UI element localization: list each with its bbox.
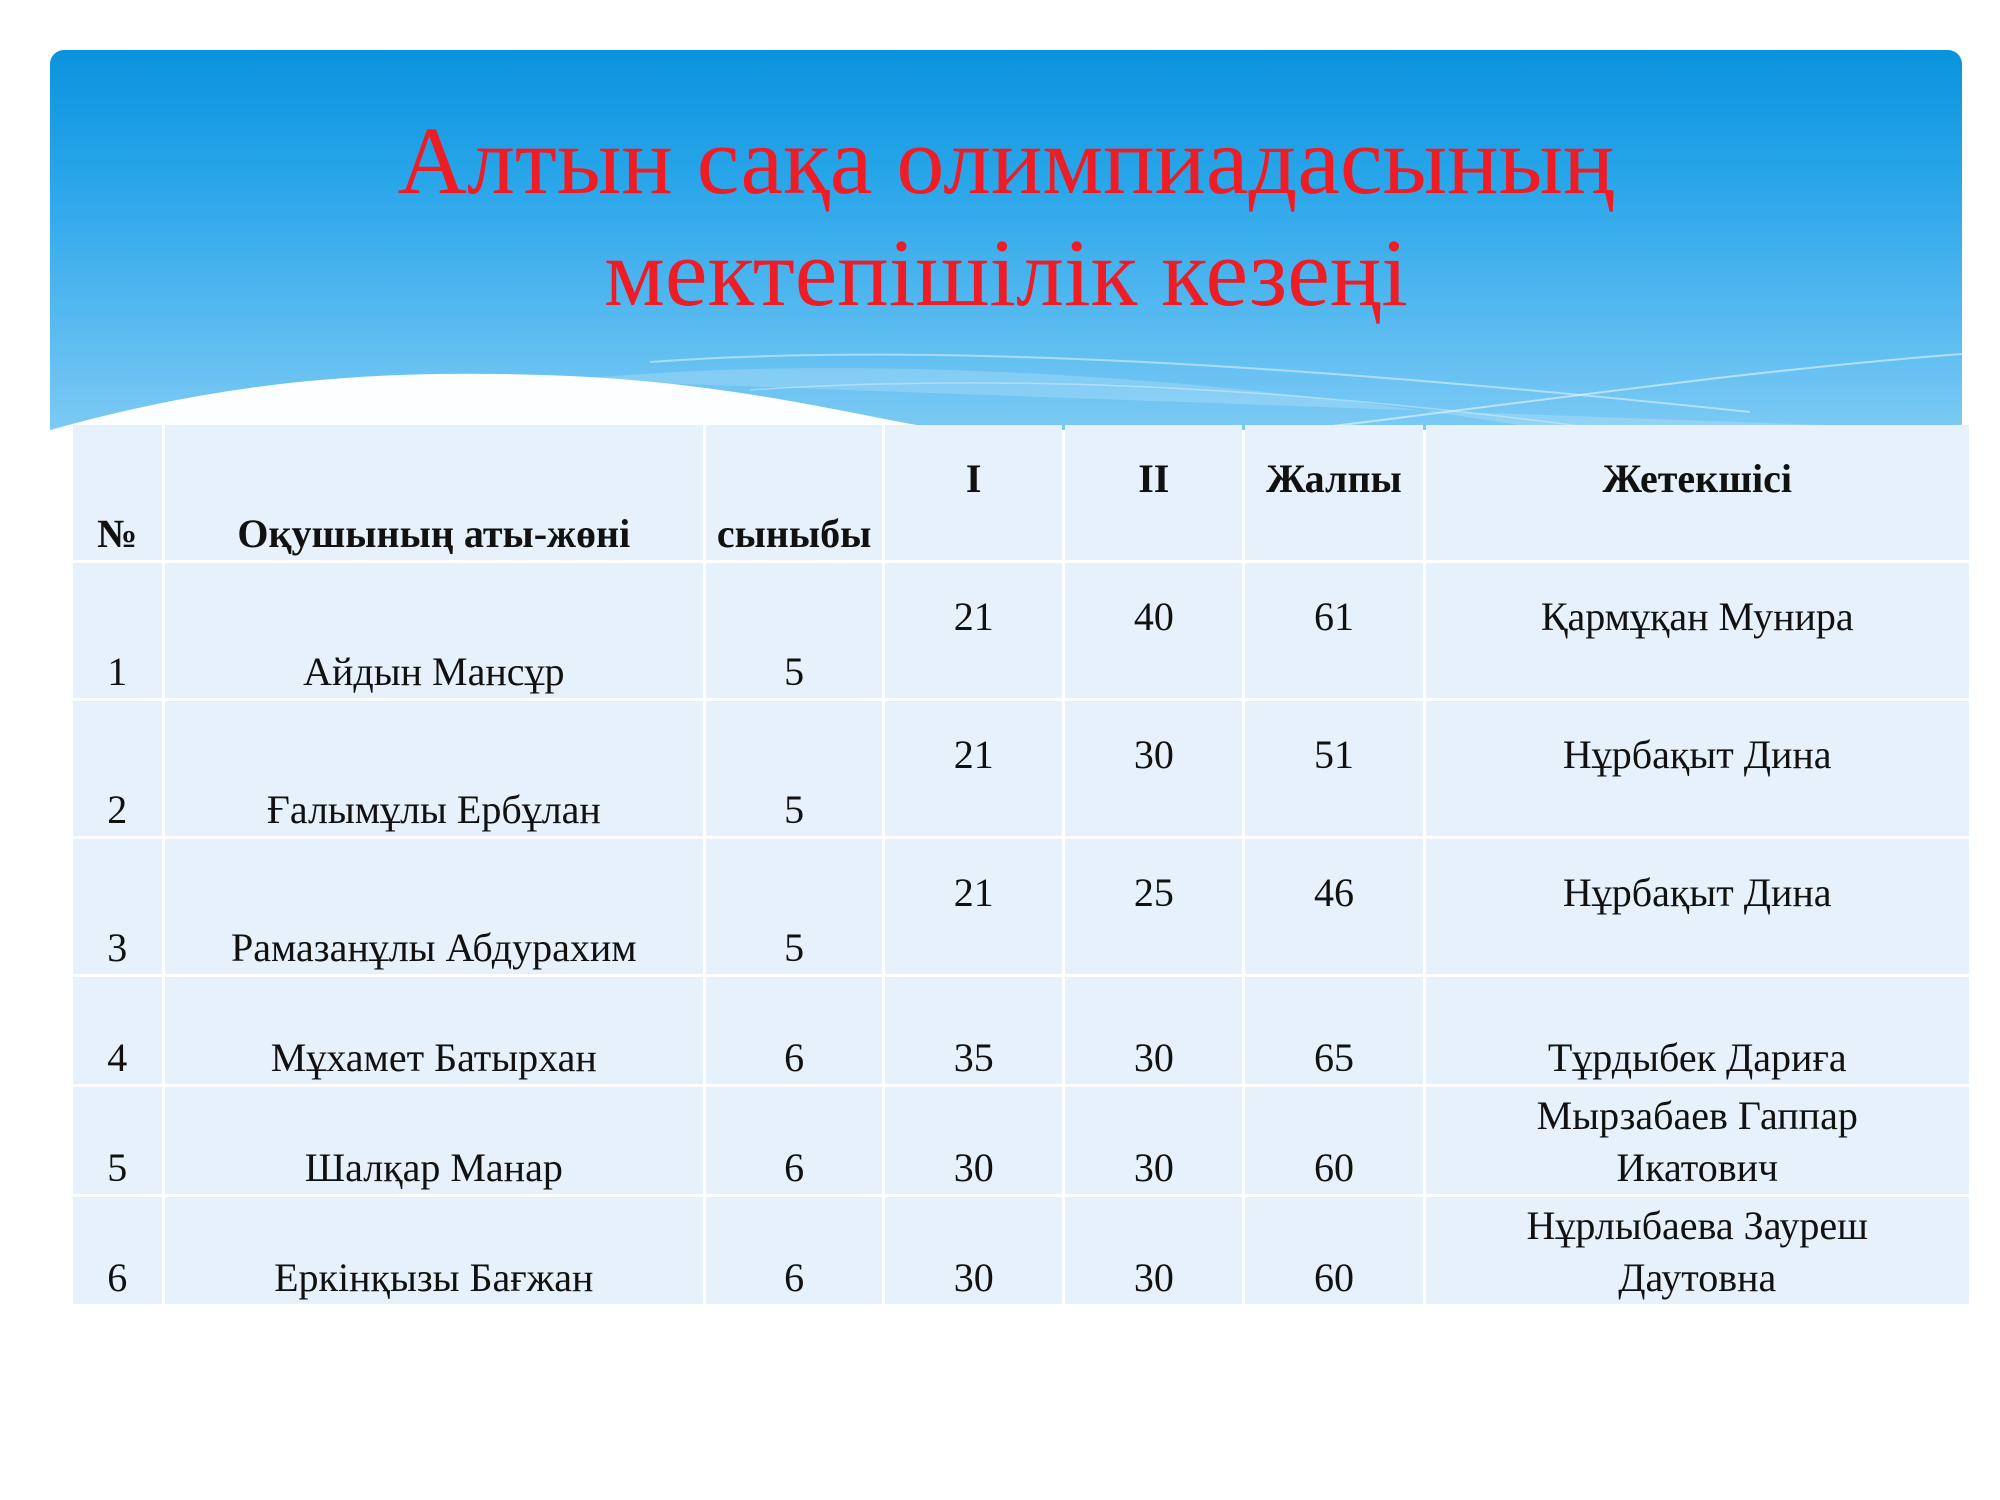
- cell-student-name: Ғалымұлы Ербұлан: [165, 701, 703, 836]
- cell-number: 5: [73, 1087, 162, 1194]
- table-row: [73, 701, 1969, 836]
- table-row: [73, 839, 1969, 974]
- header-leader: Жетекшісі: [1426, 425, 1970, 560]
- cell-leader: [1426, 1197, 1970, 1304]
- table-header-row: [73, 425, 1969, 560]
- cell-total: 46: [1245, 839, 1422, 974]
- cell-number: 1: [73, 563, 162, 698]
- cell-number: 4: [73, 977, 162, 1084]
- table-row: [73, 1087, 1969, 1194]
- title-line-1: Алтын сақа олимпиадасының: [397, 107, 1615, 214]
- leader-line-1: Нұрбақыт Дина: [1562, 870, 1832, 915]
- header-number: №: [73, 425, 162, 560]
- cell-round-1: 21: [885, 563, 1062, 698]
- cell-number: 2: [73, 701, 162, 836]
- header-total: Жалпы: [1245, 425, 1422, 560]
- leader-line-2: Икатович: [1616, 1145, 1779, 1190]
- leader-line-2: Даутовна: [1618, 1255, 1777, 1300]
- cell-total: 60: [1245, 1087, 1422, 1194]
- cell-class: 6: [706, 1087, 882, 1194]
- header-round-2: II: [1065, 425, 1242, 560]
- leader-line-1: Нұрлыбаева Зауреш: [1526, 1203, 1868, 1248]
- cell-round-2: 30: [1065, 1197, 1242, 1304]
- cell-class: 5: [706, 839, 882, 974]
- leader-line-1: Нұрбақыт Дина: [1562, 732, 1832, 777]
- header-round-1: I: [885, 425, 1062, 560]
- cell-leader: [1426, 839, 1970, 974]
- table-row: [73, 977, 1969, 1084]
- cell-round-2: 30: [1065, 977, 1242, 1084]
- cell-student-name: Айдын Мансұр: [165, 563, 703, 698]
- cell-total: 60: [1245, 1197, 1422, 1304]
- title-line-2: мектепішілік кезеңі: [604, 219, 1408, 326]
- cell-leader: [1426, 563, 1970, 698]
- results-table-container: [70, 422, 1972, 1307]
- cell-class: 5: [706, 563, 882, 698]
- cell-leader: [1426, 977, 1970, 1084]
- cell-student-name: Шалқар Манар: [165, 1087, 703, 1194]
- cell-number: 3: [73, 839, 162, 974]
- cell-class: 6: [706, 1197, 882, 1304]
- cell-number: 6: [73, 1197, 162, 1304]
- table-row: [73, 563, 1969, 698]
- cell-student-name: Рамазанұлы Абдурахим: [165, 839, 703, 974]
- cell-leader: [1426, 701, 1970, 836]
- leader-line-1: Қармұқан Мунира: [1540, 594, 1854, 639]
- cell-class: 6: [706, 977, 882, 1084]
- cell-round-1: 30: [885, 1087, 1062, 1194]
- header-student-name: Оқушының аты-жөні: [165, 425, 703, 560]
- header-class: сыныбы: [706, 425, 882, 560]
- cell-total: 51: [1245, 701, 1422, 836]
- cell-round-1: 35: [885, 977, 1062, 1084]
- cell-round-2: 25: [1065, 839, 1242, 974]
- cell-student-name: Мұхамет Батырхан: [165, 977, 703, 1084]
- cell-round-1: 21: [885, 701, 1062, 836]
- cell-leader: [1426, 1087, 1970, 1194]
- cell-round-2: 30: [1065, 701, 1242, 836]
- cell-round-2: 30: [1065, 1087, 1242, 1194]
- cell-total: 61: [1245, 563, 1422, 698]
- leader-line-1: Мырзабаев Гаппар: [1536, 1093, 1858, 1138]
- cell-total: 65: [1245, 977, 1422, 1084]
- leader-line-1: Тұрдыбек Дариға: [1547, 1035, 1847, 1080]
- cell-round-1: 30: [885, 1197, 1062, 1304]
- cell-class: 5: [706, 701, 882, 836]
- cell-round-2: 40: [1065, 563, 1242, 698]
- cell-student-name: Еркінқызы Бағжан: [165, 1197, 703, 1304]
- table-row: [73, 1197, 1969, 1304]
- slide-title: [50, 105, 1962, 329]
- cell-round-1: 21: [885, 839, 1062, 974]
- results-table: [70, 422, 1972, 1307]
